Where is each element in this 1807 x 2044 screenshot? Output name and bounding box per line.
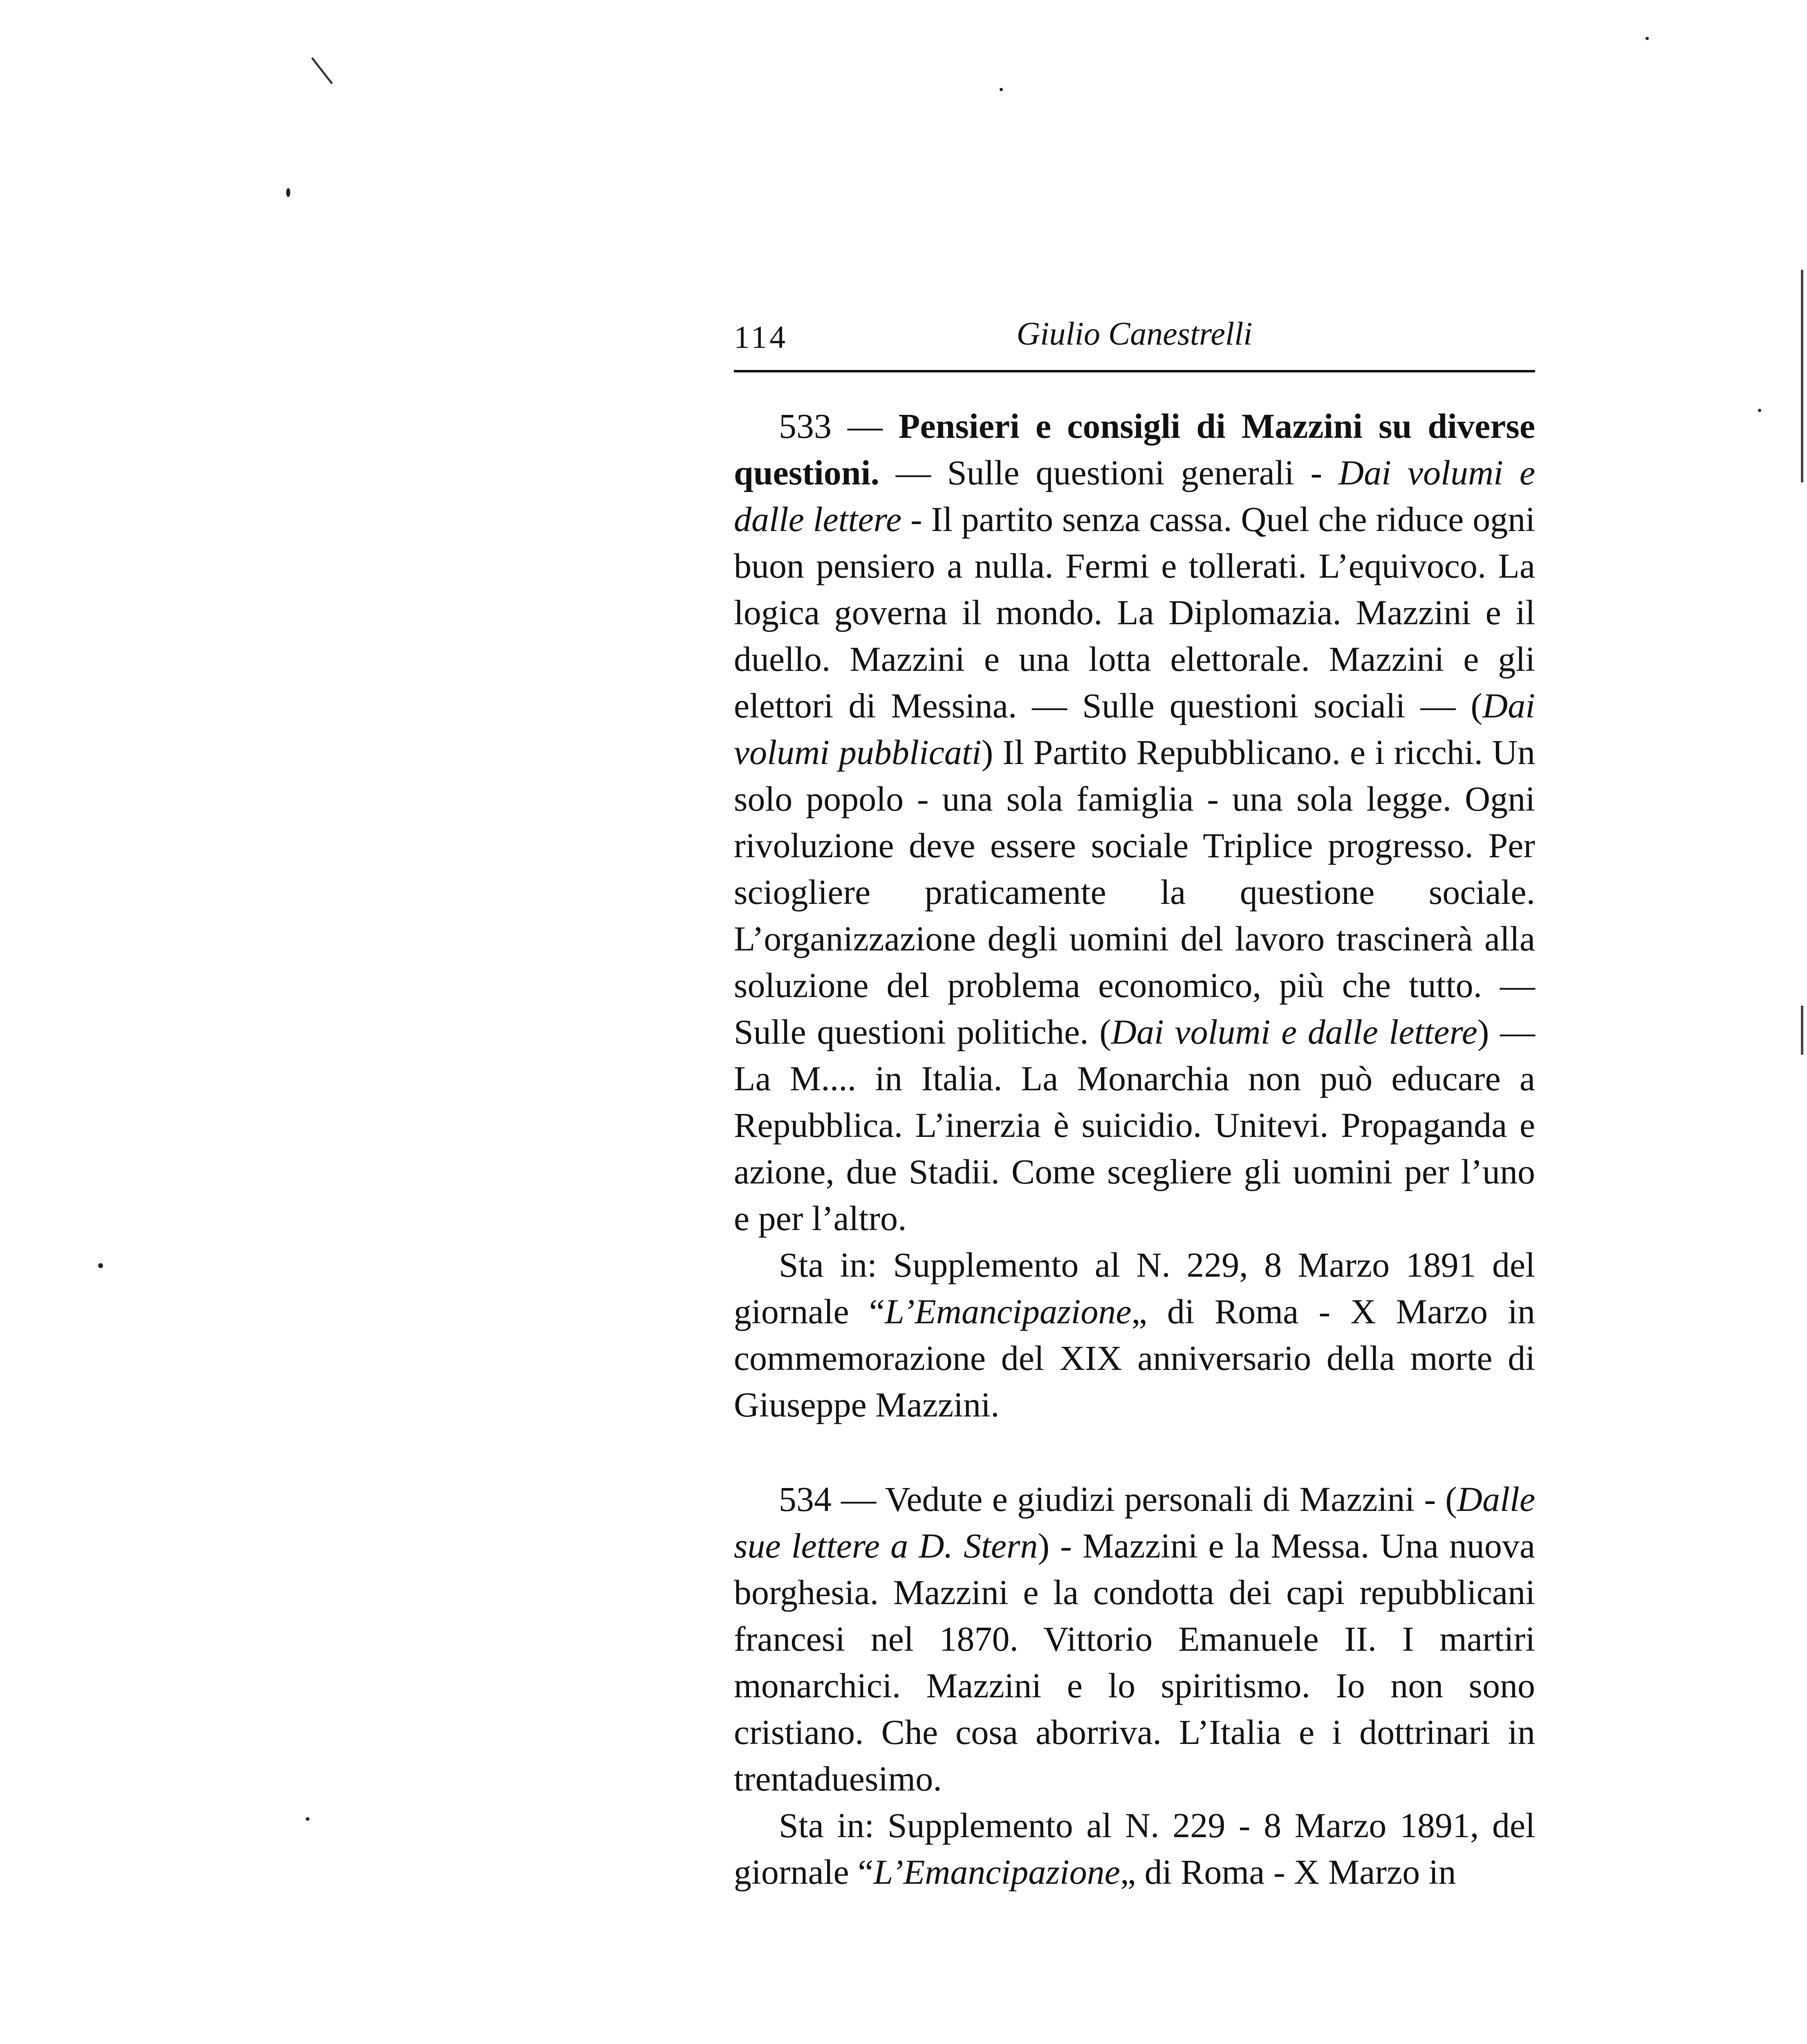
page-header	[734, 311, 1535, 364]
header-rule	[734, 370, 1535, 372]
scan-speck	[1646, 37, 1649, 40]
running-head: Giulio Canestrelli	[1016, 316, 1253, 352]
scan-speck	[1000, 88, 1003, 91]
journal-title: L’Emancipazione	[873, 1852, 1120, 1892]
section-source: Dalle sue lettere a D. Stern	[734, 1479, 1535, 1565]
section-source: Dai volumi e dalle lettere	[1111, 1012, 1477, 1051]
entry-number: 534	[779, 1479, 832, 1519]
entry-533-source: Sta in: Supplemento al N. 229, 8 Marzo 1891 del giornale “L’Emancipazione„ di Roma - X Marzo in commemorazione del XIX anniversario della morte di Giuseppe Mazzini.	[734, 1245, 1535, 1424]
entry-534	[734, 1476, 1535, 1895]
entry-title: Pensieri e consigli di Mazzini su diverse questioni.	[734, 406, 1535, 492]
section-source: Dai volumi pubblicati	[734, 686, 1535, 772]
scan-edge-line	[1801, 1006, 1803, 1055]
journal-title: L’Emancipazione	[885, 1292, 1132, 1331]
scan-mark	[311, 57, 333, 84]
scan-speck	[286, 188, 290, 197]
entry-533	[734, 403, 1535, 1428]
page-number: 114	[734, 319, 788, 355]
entry-534-source: Sta in: Supplemento al N. 229 - 8 Marzo 1891, del giornale “L’Emancipazione„ di Roma - X Marzo in	[734, 1806, 1535, 1892]
scan-speck	[1758, 409, 1761, 412]
scan-edge-line	[1801, 270, 1803, 482]
scan-speck	[306, 1817, 309, 1821]
entry-number: 533	[779, 406, 832, 446]
section-source: Dai volumi e dalle lettere	[734, 453, 1535, 539]
entry-534-description: 534 — Vedute e giudizi personali di Mazzini - (Dalle sue lettere a D. Stern) - Mazzini e la Messa. Una nuova borghesia. Mazzini e la condotta dei capi repubblicani francesi nel 1870. Vittorio Emanuele II. I martiri monarchici. Mazzini e lo spiritismo. Io non sono cristiano. Che cosa aborriva. L’Italia e i dottrinari in trentaduesimo.	[734, 1479, 1535, 1798]
scan-speck	[98, 1263, 103, 1268]
entry-533-description: 533 — Pensieri e consigli di Mazzini su diverse questioni. — Sulle questioni generali - Dai volumi e dalle lettere - Il partito senza cassa. Quel che riduce ogni buon pensiero a nulla. Fermi e tollerati. L’equivoco. La logica governa il mondo. La Diplomazia. Mazzini e il duello. Mazzini e una lotta elettorale. Mazzini e gli elettori di Messina. — Sulle questioni sociali — (Dai volumi pubblicati) Il Partito Repubblicano. e i ricchi. Un solo popolo - una sola famiglia - una sola legge. Ogni rivoluzione deve essere sociale Triplice progresso. Per sciogliere praticamente la questione sociale. L’organizzazione degli uomini del lavoro trascinerà alla soluzione del problema economico, più che tutto. — Sulle questioni politiche. (Dai volumi e dalle lettere) — La M.... in Italia. La Monarchia non può educare a Repubblica. L’inerzia è suicidio. Unitevi. Propaganda e azione, due Stadii. Come scegliere gli uomini per l’uno e per l’altro.	[734, 406, 1535, 1238]
